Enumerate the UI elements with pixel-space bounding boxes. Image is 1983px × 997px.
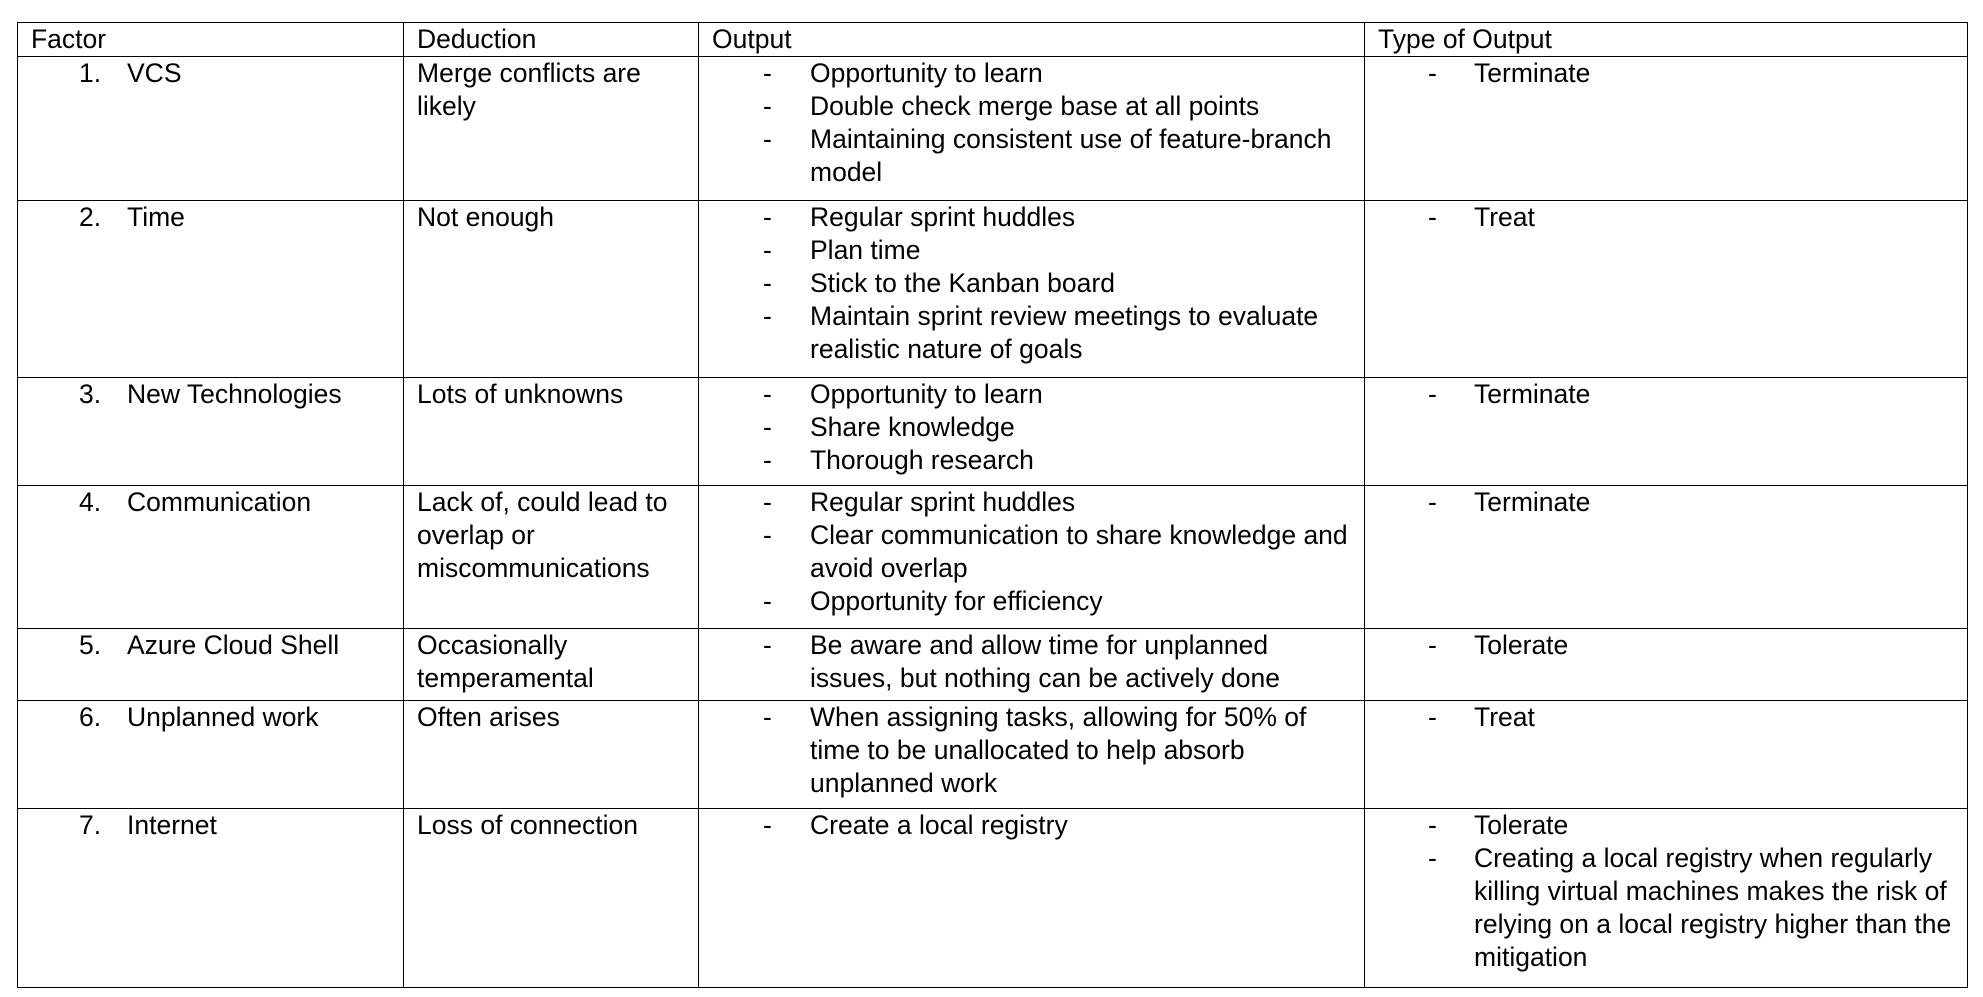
factor-cell [18, 378, 404, 486]
factor-number: 4. [79, 487, 102, 517]
factor-label: Internet [127, 810, 217, 840]
dash-bullet: - [763, 91, 772, 121]
factor-cell [18, 629, 404, 701]
output-item [712, 123, 1354, 189]
factor-item [31, 378, 393, 411]
output-text: Maintaining consistent use of feature-branch model [810, 124, 1332, 187]
factor-item [31, 57, 393, 90]
factor-item [31, 201, 393, 234]
output-cell [699, 201, 1365, 378]
type-of-output-cell [1365, 701, 1968, 809]
table-row [18, 486, 1968, 629]
type-item [1378, 809, 1957, 842]
type-item [1378, 57, 1957, 90]
type-text: Terminate [1474, 58, 1591, 88]
output-item [712, 411, 1354, 444]
dash-bullet: - [763, 301, 772, 331]
deduction-cell: Lots of unknowns [404, 378, 699, 486]
output-cell [699, 486, 1365, 629]
header-type-of-output: Type of Output [1365, 23, 1968, 57]
dash-bullet: - [763, 520, 772, 550]
output-item [712, 701, 1354, 800]
type-list [1378, 378, 1957, 411]
factor-label: Unplanned work [127, 702, 319, 732]
dash-bullet: - [763, 630, 772, 660]
table-row [18, 629, 1968, 701]
type-item [1378, 629, 1957, 662]
factor-number: 5. [79, 630, 102, 660]
output-list [712, 378, 1354, 477]
type-of-output-cell [1365, 486, 1968, 629]
deduction-cell: Not enough [404, 201, 699, 378]
type-list [1378, 701, 1957, 734]
output-item [712, 201, 1354, 234]
deduction-cell: Loss of connection [404, 809, 699, 988]
output-text: Opportunity to learn [810, 379, 1043, 409]
type-text: Terminate [1474, 487, 1591, 517]
dash-bullet: - [763, 235, 772, 265]
dash-bullet: - [763, 702, 772, 732]
dash-bullet: - [763, 586, 772, 616]
factor-number: 6. [79, 702, 102, 732]
factor-item [31, 809, 393, 842]
type-text: Tolerate [1474, 810, 1569, 840]
dash-bullet: - [1428, 702, 1437, 732]
output-list [712, 809, 1354, 842]
factor-cell [18, 57, 404, 201]
output-item [712, 378, 1354, 411]
dash-bullet: - [763, 58, 772, 88]
type-of-output-cell [1365, 629, 1968, 701]
dash-bullet: - [763, 124, 772, 154]
factor-label: Azure Cloud Shell [127, 630, 340, 660]
type-text: Treat [1474, 202, 1535, 232]
factor-item [31, 486, 393, 519]
type-of-output-cell [1365, 57, 1968, 201]
output-item [712, 486, 1354, 519]
table-row [18, 201, 1968, 378]
type-item [1378, 378, 1957, 411]
table-row [18, 378, 1968, 486]
output-text: Regular sprint huddles [810, 202, 1076, 232]
output-cell [699, 809, 1365, 988]
output-text: Be aware and allow time for unplanned issues, but nothing can be actively done [810, 630, 1280, 693]
dash-bullet: - [763, 202, 772, 232]
header-output: Output [699, 23, 1365, 57]
dash-bullet: - [1428, 810, 1437, 840]
type-list [1378, 629, 1957, 662]
output-item [712, 585, 1354, 618]
output-text: Stick to the Kanban board [810, 268, 1115, 298]
type-list [1378, 486, 1957, 519]
type-item [1378, 486, 1957, 519]
output-list [712, 486, 1354, 618]
type-of-output-cell [1365, 378, 1968, 486]
table-body [18, 57, 1968, 988]
output-item [712, 519, 1354, 585]
factor-cell [18, 809, 404, 988]
factor-label: Time [127, 202, 185, 232]
output-text: Thorough research [810, 445, 1034, 475]
factor-item [31, 629, 393, 662]
dash-bullet: - [1428, 58, 1437, 88]
output-list [712, 701, 1354, 800]
dash-bullet: - [763, 412, 772, 442]
type-of-output-cell [1365, 809, 1968, 988]
output-text: Create a local registry [810, 810, 1068, 840]
factor-cell [18, 701, 404, 809]
type-text: Creating a local registry when regularly killing virtual machines makes the risk of relying on a local registry higher than the mitigation [1474, 843, 1952, 972]
dash-bullet: - [763, 445, 772, 475]
type-text: Terminate [1474, 379, 1591, 409]
output-cell [699, 701, 1365, 809]
type-text: Tolerate [1474, 630, 1569, 660]
deduction-cell: Occasionally temperamental [404, 629, 699, 701]
header-row [18, 23, 1968, 57]
header-deduction: Deduction [404, 23, 699, 57]
header-factor: Factor [18, 23, 404, 57]
output-text: Opportunity to learn [810, 58, 1043, 88]
type-item [1378, 201, 1957, 234]
output-cell [699, 629, 1365, 701]
dash-bullet: - [1428, 379, 1437, 409]
factor-number: 3. [79, 379, 102, 409]
type-list [1378, 201, 1957, 234]
dash-bullet: - [1428, 843, 1437, 873]
deduction-cell: Often arises [404, 701, 699, 809]
output-item [712, 90, 1354, 123]
output-list [712, 57, 1354, 189]
factor-item [31, 701, 393, 734]
output-item [712, 267, 1354, 300]
output-text: Maintain sprint review meetings to evaluate realistic nature of goals [810, 301, 1319, 364]
dash-bullet: - [763, 487, 772, 517]
output-cell [699, 378, 1365, 486]
type-list [1378, 57, 1957, 90]
factor-label: New Technologies [127, 379, 342, 409]
factor-number: 2. [79, 202, 102, 232]
type-list [1378, 809, 1957, 974]
dash-bullet: - [763, 379, 772, 409]
factor-cell [18, 486, 404, 629]
deduction-cell: Lack of, could lead to overlap or miscommunications [404, 486, 699, 629]
output-item [712, 300, 1354, 366]
output-text: Clear communication to share knowledge and avoid overlap [810, 520, 1348, 583]
output-text: Double check merge base at all points [810, 91, 1260, 121]
factor-number: 7. [79, 810, 102, 840]
output-text: Opportunity for efficiency [810, 586, 1103, 616]
output-cell [699, 57, 1365, 201]
factor-number: 1. [79, 58, 102, 88]
output-list [712, 201, 1354, 366]
output-item [712, 444, 1354, 477]
type-of-output-cell [1365, 201, 1968, 378]
output-item [712, 809, 1354, 842]
output-item [712, 629, 1354, 695]
dash-bullet: - [1428, 487, 1437, 517]
output-text: When assigning tasks, allowing for 50% of time to be unallocated to help absorb unplanned work [810, 702, 1307, 798]
dash-bullet: - [763, 810, 772, 840]
output-item [712, 57, 1354, 90]
output-list [712, 629, 1354, 695]
deduction-cell: Merge conflicts are likely [404, 57, 699, 201]
factor-label: VCS [127, 58, 182, 88]
output-text: Share knowledge [810, 412, 1015, 442]
table-row [18, 701, 1968, 809]
type-item [1378, 701, 1957, 734]
factor-cell [18, 201, 404, 378]
type-text: Treat [1474, 702, 1535, 732]
dash-bullet: - [763, 268, 772, 298]
table-row [18, 57, 1968, 201]
type-item [1378, 842, 1957, 974]
output-item [712, 234, 1354, 267]
dash-bullet: - [1428, 202, 1437, 232]
output-text: Regular sprint huddles [810, 487, 1076, 517]
risk-table [17, 22, 1968, 988]
table-row [18, 809, 1968, 988]
factor-label: Communication [127, 487, 312, 517]
output-text: Plan time [810, 235, 921, 265]
dash-bullet: - [1428, 630, 1437, 660]
